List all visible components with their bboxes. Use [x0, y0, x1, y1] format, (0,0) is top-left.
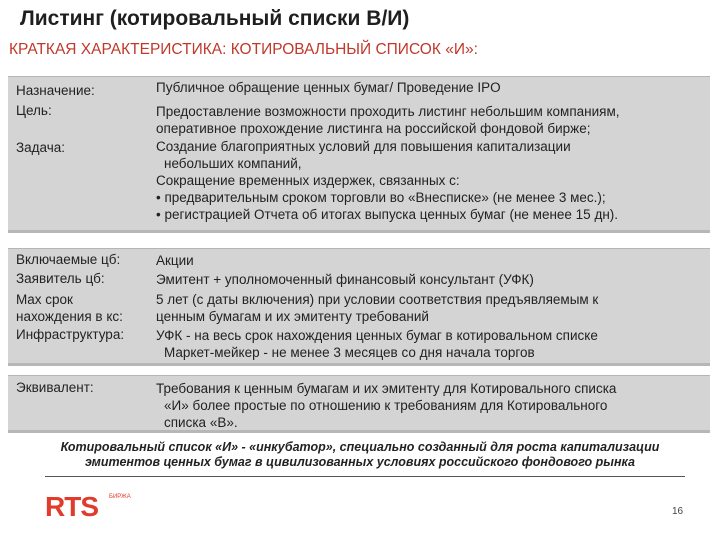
infrastructure-line: Маркет-мейкер - не менее 3 месяцев со дня начала торгов	[164, 345, 535, 360]
equivalent-line: «И» более простые по отношению к требованиям для Котировального	[164, 398, 608, 413]
purpose-label: Назначение:	[16, 83, 95, 98]
logo-subtext: БИРЖА	[109, 494, 131, 500]
max-term-label-line: Max срок	[16, 292, 73, 307]
max-term-line: 5 лет (с даты включения) при условии соответствия предъявляемым к	[156, 292, 599, 307]
max-term-label-line: нахождения в кс:	[16, 309, 123, 324]
equivalent-line: списка «В».	[164, 415, 238, 430]
included-value: Акции	[156, 253, 194, 268]
applicant-value: Эмитент + уполномоченный финансовый консультант (УФК)	[156, 272, 534, 287]
equivalent-value	[156, 380, 616, 431]
logo-text: RTS	[45, 491, 98, 520]
task-bullet: • предварительным сроком торговли во «Внесписке» (не менее 3 мес.);	[156, 190, 606, 205]
slide-subtitle: КРАТКАЯ ХАРАКТЕРИСТИКА: КОТИРОВАЛЬНЫЙ СПИСОК «И»:	[9, 41, 478, 58]
summary-tagline	[0, 440, 720, 470]
rts-logo	[45, 490, 145, 520]
max-term-line: ценным бумагам и их эмитенту требований	[156, 309, 429, 324]
footer-divider	[45, 476, 685, 477]
page-number: 16	[672, 506, 684, 517]
goal-label: Цель:	[16, 103, 52, 118]
tagline-line: Котировальный список «И» - «инкубатор», специально созданный для роста капитализации	[60, 440, 660, 454]
max-term-value	[156, 291, 598, 325]
equivalent-line: Требования к ценным бумагам и их эмитенту для Котировального списка	[156, 381, 617, 396]
infrastructure-label: Инфраструктура:	[16, 327, 125, 342]
purpose-value: Публичное обращение ценных бумаг/ Проведение IPO	[156, 80, 501, 95]
task-line: небольших компаний,	[164, 156, 302, 171]
max-term-label	[16, 291, 123, 325]
goal-line: Предоставление возможности проходить листинг небольшим компаниям,	[156, 104, 620, 119]
infrastructure-line: УФК - на весь срок нахождения ценных бумаг в котировальном списке	[156, 328, 598, 343]
tagline-line: эмитентов ценных бумаг в цивилизованных условиях российского фондового рынка	[85, 455, 635, 469]
infrastructure-value	[156, 327, 598, 361]
task-line: Создание благоприятных условий для повышения капитализации	[156, 139, 571, 154]
characteristics-panel	[8, 76, 710, 233]
equivalent-panel	[8, 375, 710, 433]
equivalent-label: Эквивалент:	[16, 380, 94, 395]
task-label: Задача:	[16, 140, 66, 155]
task-line: Сокращение временных издержек, связанных с:	[156, 173, 460, 188]
included-label: Включаемые цб:	[16, 252, 121, 267]
goal-value	[156, 103, 620, 137]
listing-terms-panel	[8, 248, 710, 366]
task-value	[156, 138, 618, 223]
task-bullet: • регистрацией Отчета об итогах выпуска ценных бумаг (не менее 15 дн).	[156, 207, 619, 222]
slide-title: Листинг (котировальный списки В/И)	[20, 7, 410, 30]
goal-line: оперативное прохождение листинга на российской фондовой бирже;	[156, 121, 591, 136]
applicant-label: Заявитель цб:	[16, 271, 105, 286]
